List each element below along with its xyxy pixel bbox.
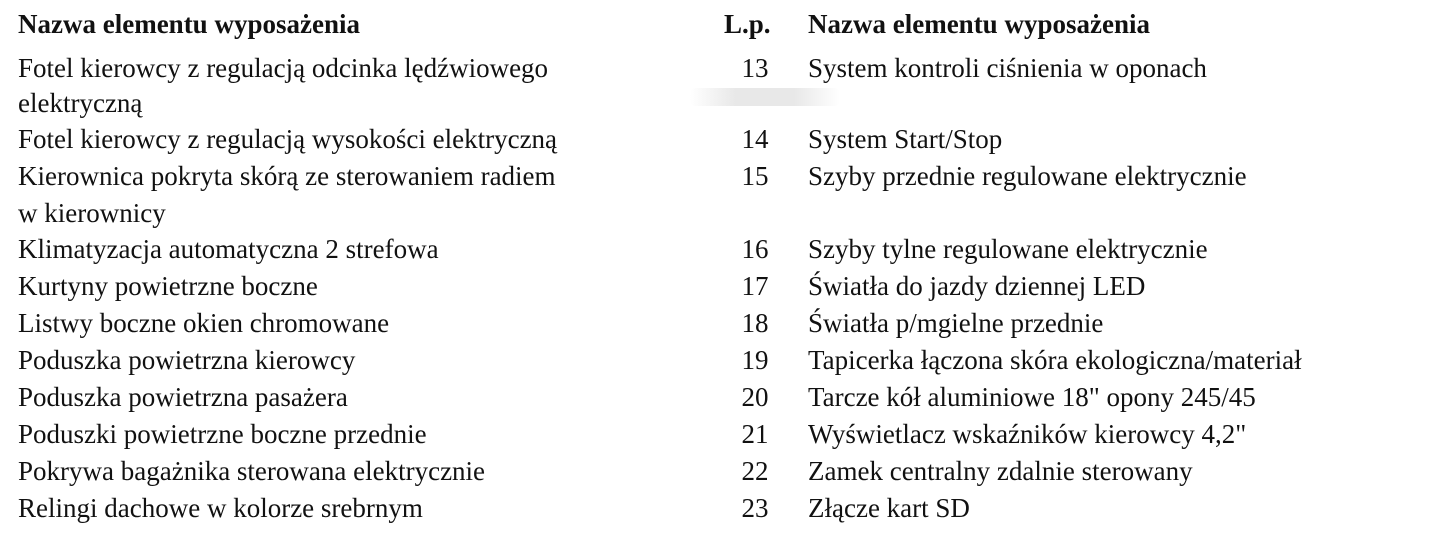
right-item-21: Wyświetlacz wskaźników kierowcy 4,2" bbox=[808, 419, 1247, 449]
lp-23: 23 bbox=[741, 493, 769, 523]
left-item-5: Kurtyny powietrzne boczne bbox=[18, 271, 318, 301]
lp-18: 18 bbox=[741, 308, 769, 338]
left-item-6: Listwy boczne okien chromowane bbox=[18, 308, 390, 338]
right-item-15: Szyby przednie regulowane elektrycznie bbox=[808, 161, 1247, 191]
right-item-22: Zamek centralny zdalnie sterowany bbox=[808, 456, 1193, 486]
right-item-18: Światła p/mgielne przednie bbox=[808, 308, 1104, 338]
left-item-4: Klimatyzacja automatyczna 2 strefowa bbox=[18, 234, 439, 264]
right-item-23: Złącze kart SD bbox=[808, 493, 970, 523]
left-item-10: Pokrywa bagażnika sterowana elektrycznie bbox=[18, 456, 486, 486]
left-item-2: Fotel kierowcy z regulacją wysokości elektryczną bbox=[18, 124, 558, 154]
lp-19: 19 bbox=[741, 345, 769, 375]
right-column-header: Nazwa elementu wyposażenia bbox=[808, 9, 1150, 39]
left-item-1-line2: elektryczną bbox=[18, 88, 143, 118]
scan-artifact bbox=[690, 88, 840, 106]
left-item-3-line2: w kierownicy bbox=[18, 198, 166, 228]
left-item-11: Relingi dachowe w kolorze srebrnym bbox=[18, 493, 423, 523]
left-item-3-line1: Kierownica pokryta skórą ze sterowaniem radiem bbox=[18, 161, 556, 191]
lp-21: 21 bbox=[741, 419, 769, 449]
lp-13: 13 bbox=[741, 53, 769, 83]
lp-17: 17 bbox=[741, 271, 769, 301]
lp-22: 22 bbox=[741, 456, 769, 486]
lp-column-header: L.p. bbox=[724, 9, 771, 39]
lp-20: 20 bbox=[741, 382, 769, 412]
right-item-19: Tapicerka łączona skóra ekologiczna/materiał bbox=[808, 345, 1302, 375]
right-item-16: Szyby tylne regulowane elektrycznie bbox=[808, 234, 1208, 264]
right-item-20: Tarcze kół aluminiowe 18" opony 245/45 bbox=[808, 382, 1256, 412]
left-item-8: Poduszka powietrzna pasażera bbox=[18, 382, 348, 412]
right-item-13: System kontroli ciśnienia w oponach bbox=[808, 53, 1207, 83]
right-item-14: System Start/Stop bbox=[808, 124, 1003, 154]
lp-15: 15 bbox=[741, 161, 769, 191]
left-item-1-line1: Fotel kierowcy z regulacją odcinka lędźwiowego bbox=[18, 53, 549, 83]
left-column-header: Nazwa elementu wyposażenia bbox=[18, 9, 360, 39]
right-item-17: Światła do jazdy dziennej LED bbox=[808, 271, 1146, 301]
lp-16: 16 bbox=[741, 234, 769, 264]
left-item-7: Poduszka powietrzna kierowcy bbox=[18, 345, 356, 375]
left-item-9: Poduszki powietrzne boczne przednie bbox=[18, 419, 427, 449]
lp-14: 14 bbox=[741, 124, 769, 154]
